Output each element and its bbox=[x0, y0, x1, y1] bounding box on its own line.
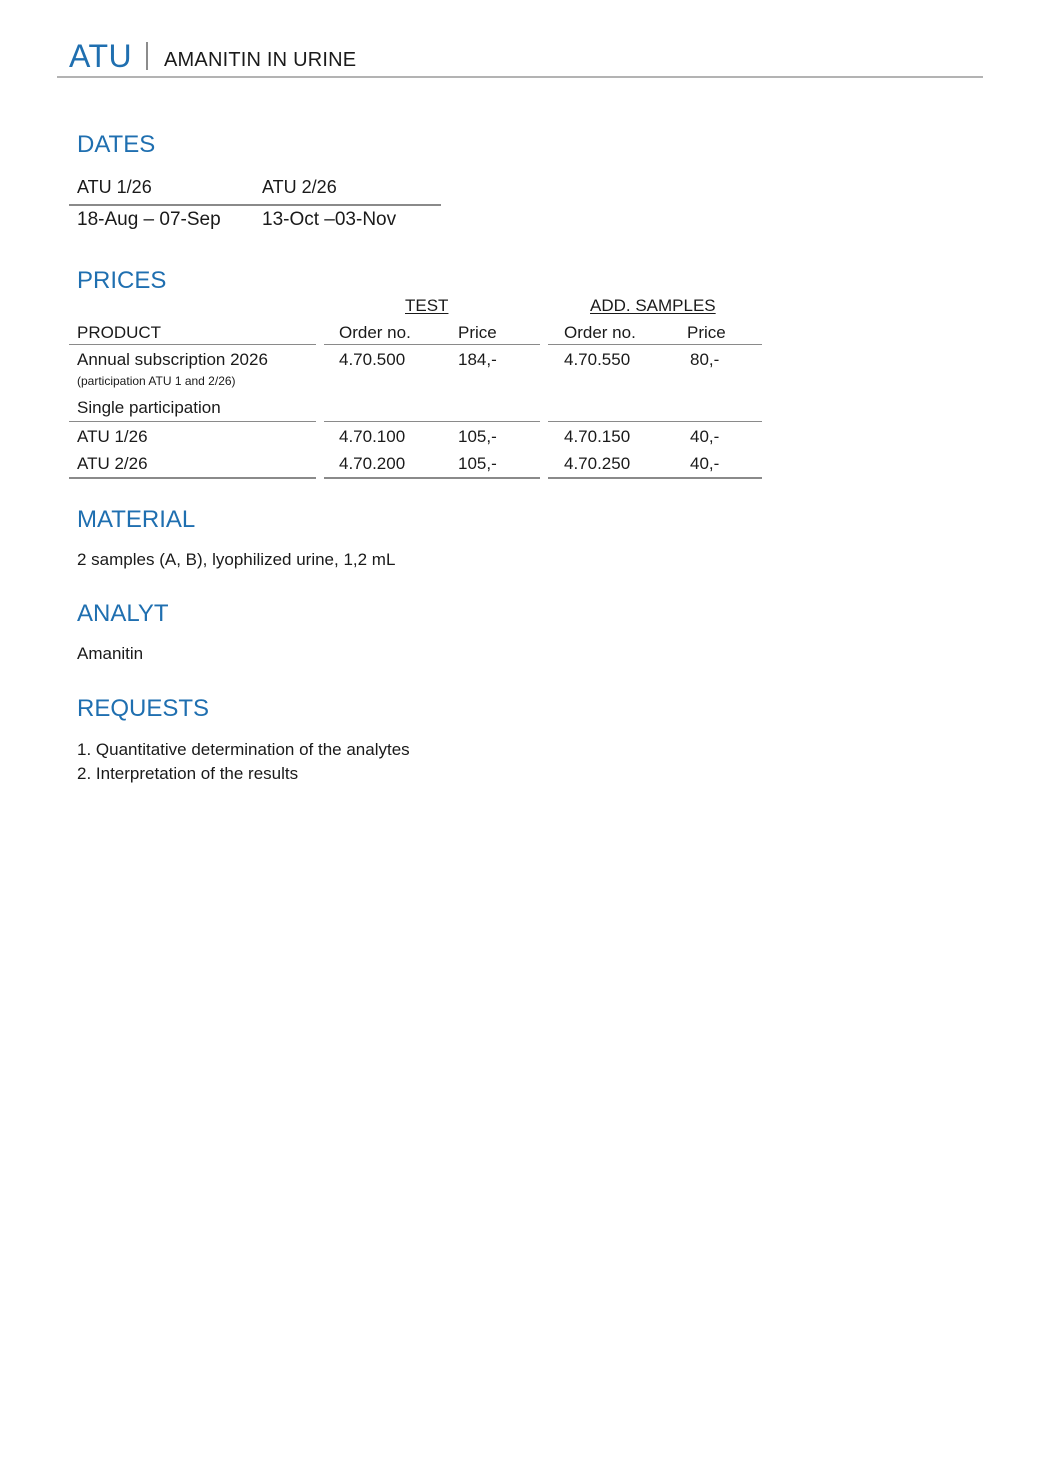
col-test-order: Order no. bbox=[339, 323, 411, 342]
row-2-test-order: 4.70.200 bbox=[339, 454, 406, 473]
group-test-label: TEST bbox=[405, 296, 449, 315]
dates-value-2: 13-Oct –03-Nov bbox=[262, 209, 397, 230]
table-row-rule bbox=[548, 421, 762, 422]
annual-add-order: 4.70.550 bbox=[564, 350, 631, 369]
row-2-add-price: 40,- bbox=[690, 454, 720, 473]
analyt-heading: ANALYT bbox=[77, 600, 169, 627]
col-product: PRODUCT bbox=[77, 323, 162, 342]
request-item: 1. Quantitative determination of the analytes bbox=[77, 740, 410, 759]
table-bottom-rule bbox=[324, 477, 540, 479]
material-text: 2 samples (A, B), lyophilized urine, 1,2 mL bbox=[77, 550, 396, 569]
requests-heading: REQUESTS bbox=[77, 695, 210, 722]
row-2-add-order: 4.70.250 bbox=[564, 454, 631, 473]
table-row-rule bbox=[69, 421, 316, 422]
dates-col-1: ATU 1/26 bbox=[77, 177, 152, 197]
row-1-test-price: 105,- bbox=[458, 427, 497, 446]
col-add-order: Order no. bbox=[564, 323, 636, 342]
table-header-rule bbox=[69, 344, 316, 345]
col-test-price: Price bbox=[458, 323, 497, 342]
annual-subscription-label: Annual subscription 2026 bbox=[77, 350, 268, 369]
dates-rule bbox=[69, 204, 441, 206]
row-1-test-order: 4.70.100 bbox=[339, 427, 406, 446]
header-rule bbox=[57, 76, 983, 78]
program-title: AMANITIN IN URINE bbox=[164, 49, 357, 71]
table-header-rule bbox=[548, 344, 762, 345]
single-participation-label: Single participation bbox=[77, 398, 221, 417]
row-1-add-order: 4.70.150 bbox=[564, 427, 631, 446]
row-1-add-price: 40,- bbox=[690, 427, 720, 446]
row-2-test-price: 105,- bbox=[458, 454, 497, 473]
table-header-rule bbox=[324, 344, 540, 345]
annual-test-price: 184,- bbox=[458, 350, 497, 369]
dates-col-2: ATU 2/26 bbox=[262, 177, 337, 197]
row-1-label: ATU 1/26 bbox=[77, 427, 148, 446]
header-separator bbox=[146, 42, 148, 70]
material-heading: MATERIAL bbox=[77, 506, 196, 533]
annual-test-order: 4.70.500 bbox=[339, 350, 406, 369]
annual-add-price: 80,- bbox=[690, 350, 720, 369]
request-item: 2. Interpretation of the results bbox=[77, 764, 299, 783]
prices-heading: PRICES bbox=[77, 267, 167, 294]
col-add-price: Price bbox=[687, 323, 726, 342]
analyt-text: Amanitin bbox=[77, 644, 144, 663]
dates-heading: DATES bbox=[77, 131, 156, 158]
program-code: ATU bbox=[69, 38, 133, 74]
table-bottom-rule bbox=[548, 477, 762, 479]
dates-value-1: 18-Aug – 07-Sep bbox=[77, 209, 221, 230]
annual-subscription-note: (participation ATU 1 and 2/26) bbox=[77, 374, 236, 388]
group-add-samples-label: ADD. SAMPLES bbox=[590, 296, 716, 315]
table-bottom-rule bbox=[69, 477, 316, 479]
row-2-label: ATU 2/26 bbox=[77, 454, 148, 473]
table-row-rule bbox=[324, 421, 540, 422]
